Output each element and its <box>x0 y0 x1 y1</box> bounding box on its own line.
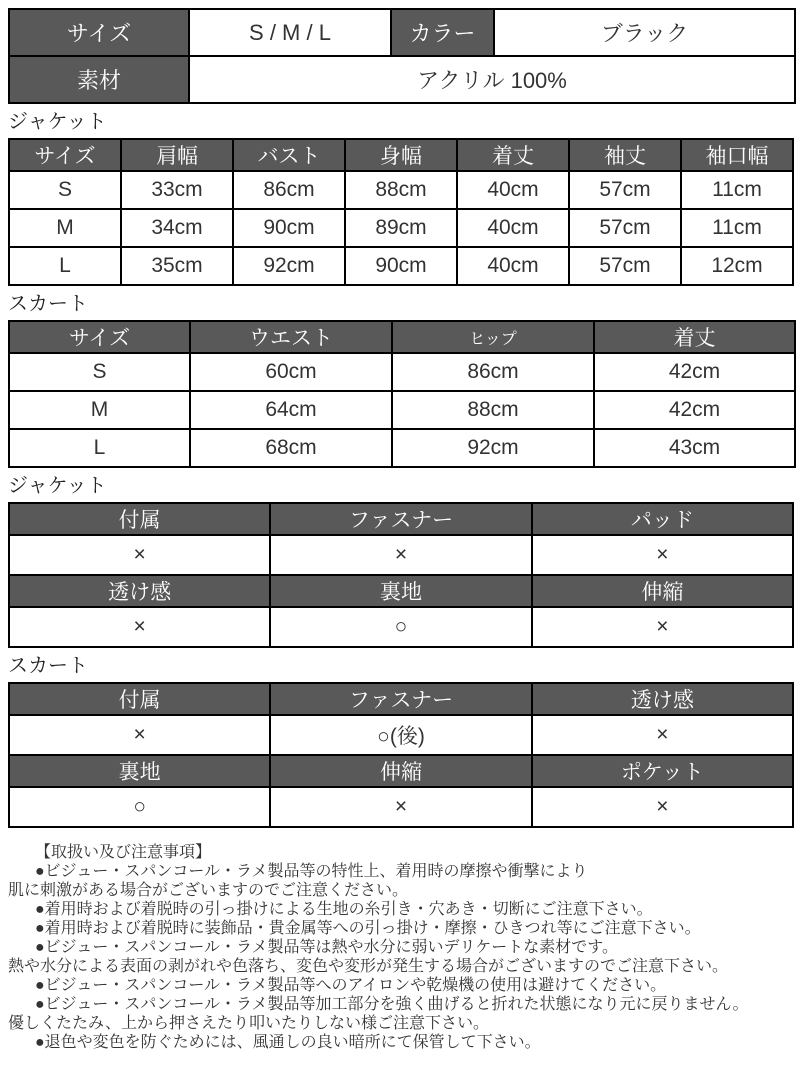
jacket-size-row-l <box>9 247 793 285</box>
feature-header-cell: 透け感 <box>9 575 270 607</box>
feature-value-cell: ○(後) <box>270 715 531 755</box>
size-cell: S <box>9 353 190 391</box>
feature-value-cell: × <box>9 715 270 755</box>
feature-header-cell: ポケット <box>532 755 793 787</box>
skirt-features-header-row-2 <box>9 755 793 787</box>
feature-value-cell: × <box>9 607 270 647</box>
skirt-size-header-row <box>9 321 795 353</box>
measure-cell: 68cm <box>190 429 392 467</box>
measure-cell: 12cm <box>681 247 793 285</box>
measure-cell: 57cm <box>569 209 681 247</box>
skirt-features-value-row-1 <box>9 715 793 755</box>
size-cell: L <box>9 429 190 467</box>
measure-cell: 11cm <box>681 171 793 209</box>
skirt-features-value-row-2 <box>9 787 793 827</box>
measure-cell: 34cm <box>121 209 233 247</box>
feature-header-cell: 伸縮 <box>270 755 531 787</box>
jacket-features-table <box>8 502 794 648</box>
jacket-features-value-row-2 <box>9 607 793 647</box>
feature-header-cell: 裏地 <box>9 755 270 787</box>
care-note-line: 熱や水分による表面の剥がれや色落ち、変色や変形が発生する場合がございますのでご注意下さい。 <box>8 958 729 975</box>
care-note-line: ●ビジュー・スパンコール・ラメ製品等の特性上、着用時の摩擦や衝撃により <box>35 863 588 880</box>
overview-row-material <box>9 56 795 103</box>
size-value-cell: S / M / L <box>189 9 391 56</box>
col-header-cell: 着丈 <box>457 139 569 171</box>
measure-cell: 90cm <box>345 247 457 285</box>
care-note-line: ●退色や変色を防ぐためには、風通しの良い暗所にて保管して下さい。 <box>35 1034 541 1051</box>
color-label-cell: カラー <box>391 9 494 56</box>
col-header-cell: 袖口幅 <box>681 139 793 171</box>
skirt-size-row-l <box>9 429 795 467</box>
col-header-cell: 肩幅 <box>121 139 233 171</box>
care-note-line: ●ビジュー・スパンコール・ラメ製品等は熱や水分に弱いデリケートな素材です。 <box>35 939 618 956</box>
measure-cell: 60cm <box>190 353 392 391</box>
measure-cell: 42cm <box>594 391 795 429</box>
care-notes <box>8 843 794 1052</box>
measure-cell: 88cm <box>345 171 457 209</box>
skirt-features-header-row-1 <box>9 683 793 715</box>
care-note-line: ●着用時および着脱時の引っ掛けによる生地の糸引き・穴あき・切断にご注意下さい。 <box>35 901 653 918</box>
jacket-size-header-row <box>9 139 793 171</box>
feature-header-cell: ファスナー <box>270 503 531 535</box>
measure-cell: 92cm <box>392 429 594 467</box>
care-notes-title: 【取扱い及び注意事項】 <box>35 844 212 861</box>
measure-cell: 42cm <box>594 353 795 391</box>
feature-value-cell: × <box>532 715 793 755</box>
skirt-features-table <box>8 682 794 828</box>
jacket-features-header-row-1 <box>9 503 793 535</box>
color-value-cell: ブラック <box>494 9 795 56</box>
care-note-line: ●ビジュー・スパンコール・ラメ製品等加工部分を強く曲げると折れた状態になり元に戻りません。 <box>35 996 749 1013</box>
care-note-line: 肌に刺激がある場合がございますのでご注意ください。 <box>8 882 409 899</box>
material-value-cell: アクリル 100% <box>189 56 795 103</box>
measure-cell: 40cm <box>457 247 569 285</box>
measure-cell: 33cm <box>121 171 233 209</box>
measure-cell: 57cm <box>569 247 681 285</box>
jacket-size-row-m <box>9 209 793 247</box>
feature-value-cell: ○ <box>270 607 531 647</box>
size-cell: M <box>9 209 121 247</box>
feature-value-cell: ○ <box>9 787 270 827</box>
feature-value-cell: × <box>9 535 270 575</box>
feature-header-cell: ファスナー <box>270 683 531 715</box>
measure-cell: 90cm <box>233 209 345 247</box>
measure-cell: 11cm <box>681 209 793 247</box>
overview-table <box>8 8 796 104</box>
feature-value-cell: × <box>532 607 793 647</box>
jacket-size-row-s <box>9 171 793 209</box>
feature-header-cell: 裏地 <box>270 575 531 607</box>
feature-value-cell: × <box>270 535 531 575</box>
jacket-size-table <box>8 138 794 286</box>
measure-cell: 86cm <box>392 353 594 391</box>
feature-header-cell: 伸縮 <box>532 575 793 607</box>
col-header-cell: ヒップ <box>392 321 594 353</box>
col-header-cell: サイズ <box>9 139 121 171</box>
skirt-size-section-label: スカート <box>8 293 88 315</box>
skirt-size-row-s <box>9 353 795 391</box>
skirt-size-row-m <box>9 391 795 429</box>
col-header-cell: バスト <box>233 139 345 171</box>
care-note-line: ●着用時および着脱時に装飾品・貴金属等への引っ掛け・摩擦・ひきつれ等にご注意下さい。 <box>35 920 701 937</box>
care-note-line: 優しくたたみ、上から押さえたり叩いたりしない様ご注意下さい。 <box>8 1015 489 1032</box>
col-header-cell: 着丈 <box>594 321 795 353</box>
size-cell: S <box>9 171 121 209</box>
feature-value-cell: × <box>270 787 531 827</box>
jacket-size-section-label: ジャケット <box>8 111 107 133</box>
measure-cell: 86cm <box>233 171 345 209</box>
skirt-size-table <box>8 320 796 468</box>
feature-header-cell: 付属 <box>9 503 270 535</box>
col-header-cell: 身幅 <box>345 139 457 171</box>
measure-cell: 40cm <box>457 209 569 247</box>
feature-value-cell: × <box>532 535 793 575</box>
measure-cell: 35cm <box>121 247 233 285</box>
feature-header-cell: 透け感 <box>532 683 793 715</box>
col-header-cell: ウエスト <box>190 321 392 353</box>
care-note-line: ●ビジュー・スパンコール・ラメ製品等へのアイロンや乾燥機の使用は避けてください。 <box>35 977 667 994</box>
col-header-cell: サイズ <box>9 321 190 353</box>
feature-header-cell: パッド <box>532 503 793 535</box>
overview-row-size-color <box>9 9 795 56</box>
jacket-features-value-row-1 <box>9 535 793 575</box>
feature-value-cell: × <box>532 787 793 827</box>
measure-cell: 40cm <box>457 171 569 209</box>
measure-cell: 89cm <box>345 209 457 247</box>
measure-cell: 64cm <box>190 391 392 429</box>
measure-cell: 57cm <box>569 171 681 209</box>
skirt-features-section-label: スカート <box>8 655 88 677</box>
measure-cell: 88cm <box>392 391 594 429</box>
measure-cell: 43cm <box>594 429 795 467</box>
size-cell: M <box>9 391 190 429</box>
size-label-cell: サイズ <box>9 9 189 56</box>
feature-header-cell: 付属 <box>9 683 270 715</box>
size-cell: L <box>9 247 121 285</box>
measure-cell: 92cm <box>233 247 345 285</box>
jacket-features-header-row-2 <box>9 575 793 607</box>
material-label-cell: 素材 <box>9 56 189 103</box>
jacket-features-section-label: ジャケット <box>8 475 107 497</box>
col-header-cell: 袖丈 <box>569 139 681 171</box>
